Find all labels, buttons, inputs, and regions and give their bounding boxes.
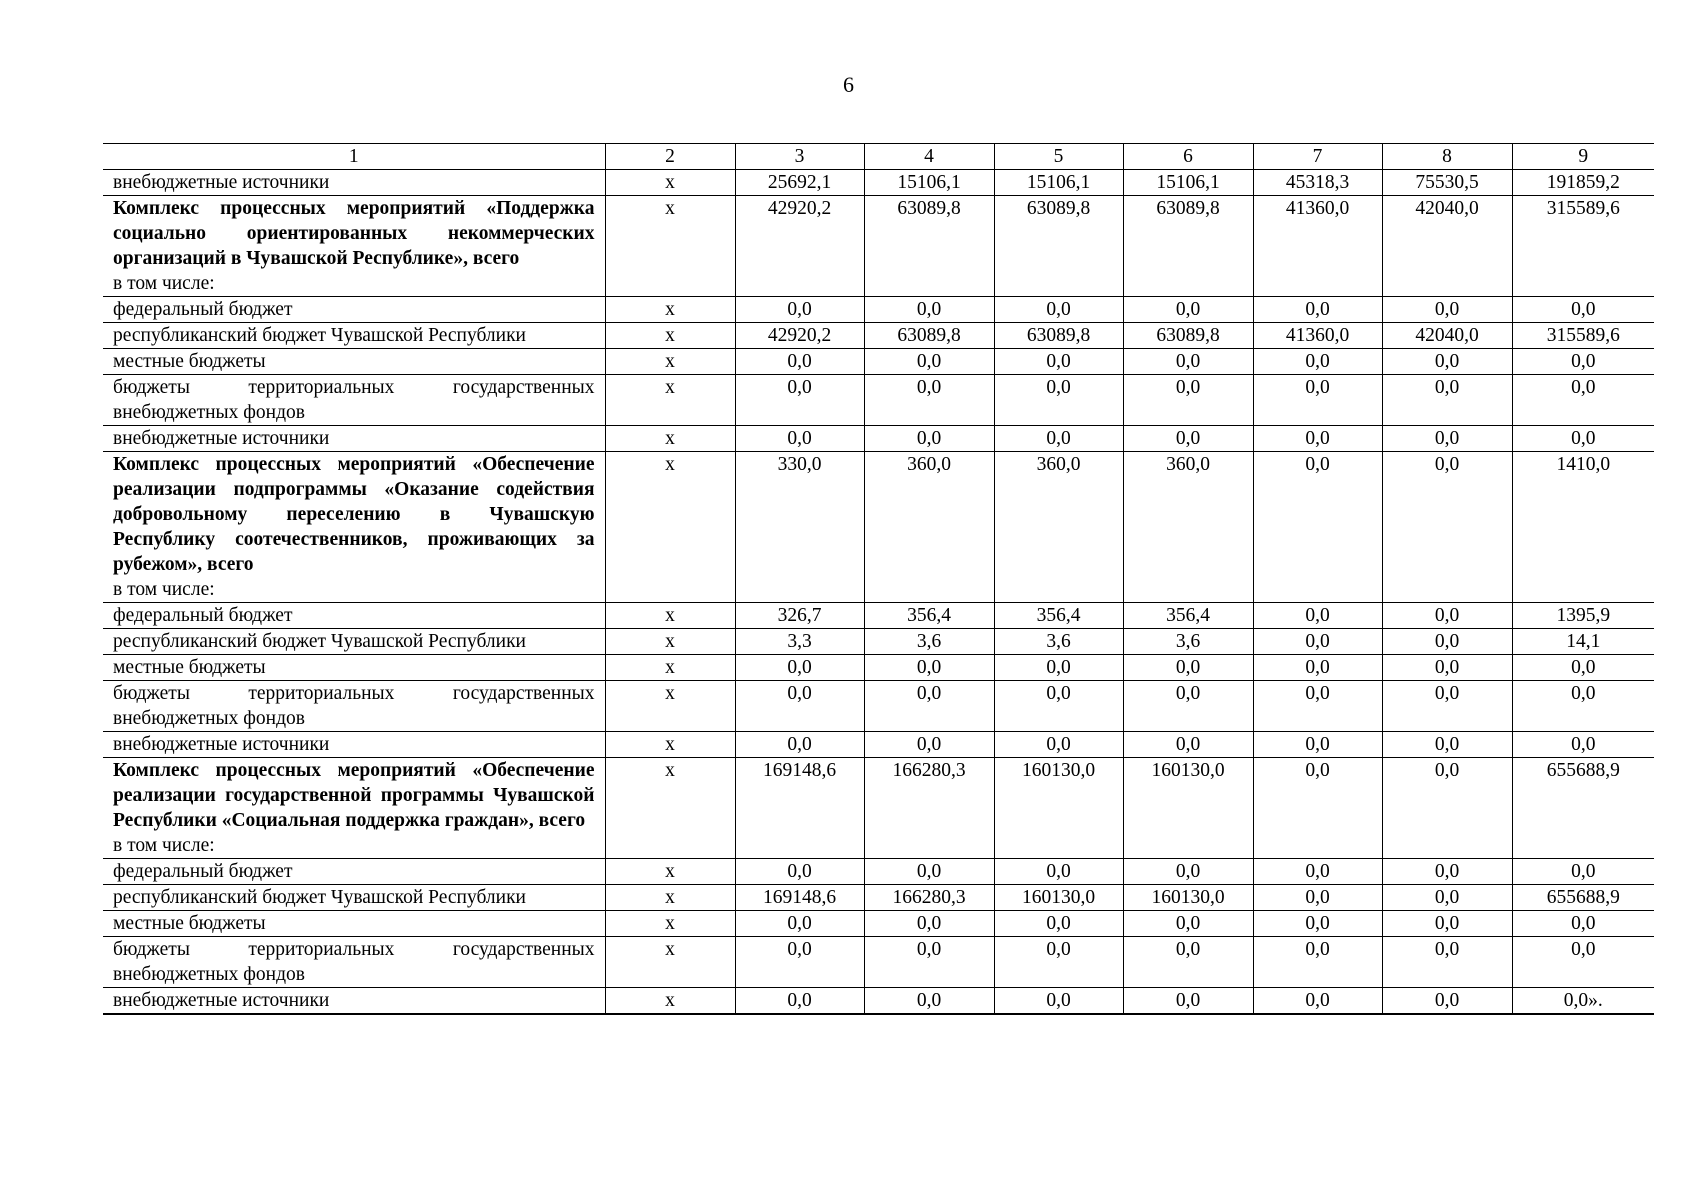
value-cell: 0,0 bbox=[1123, 297, 1253, 323]
code-cell: x bbox=[605, 885, 735, 911]
value-cell: 191859,2 bbox=[1512, 170, 1654, 196]
value-cell: 160130,0 bbox=[994, 758, 1123, 859]
budget-table-body bbox=[103, 144, 1654, 1015]
row-label-cell bbox=[103, 323, 605, 349]
value-cell: 0,0 bbox=[735, 937, 864, 988]
value-cell: 0,0 bbox=[735, 349, 864, 375]
value-cell: 0,0 bbox=[735, 297, 864, 323]
code-cell: x bbox=[605, 655, 735, 681]
table-row bbox=[103, 859, 1654, 885]
value-cell: 0,0 bbox=[864, 375, 994, 426]
value-cell: 0,0 bbox=[1123, 911, 1253, 937]
value-cell: 360,0 bbox=[1123, 452, 1253, 603]
value-cell: 0,0 bbox=[1382, 911, 1512, 937]
value-cell: 75530,5 bbox=[1382, 170, 1512, 196]
group-label-cell bbox=[103, 196, 605, 297]
value-cell: 1395,9 bbox=[1512, 603, 1654, 629]
table-header-row bbox=[103, 144, 1654, 170]
value-cell: 0,0 bbox=[1253, 885, 1382, 911]
value-cell: 42040,0 bbox=[1382, 196, 1512, 297]
group-title: Комплекс процессных мероприятий «Поддержка социально ориентированных некоммерческих организаций в Чувашской Республике», всего bbox=[113, 198, 595, 269]
table-group-row bbox=[103, 758, 1654, 859]
value-cell: 360,0 bbox=[864, 452, 994, 603]
value-cell: 0,0 bbox=[1253, 349, 1382, 375]
value-cell: 0,0 bbox=[994, 349, 1123, 375]
column-header: 8 bbox=[1382, 144, 1512, 170]
row-label: федеральный бюджет bbox=[113, 299, 293, 320]
value-cell: 0,0 bbox=[864, 297, 994, 323]
value-cell: 0,0 bbox=[1512, 426, 1654, 452]
value-cell: 3,3 bbox=[735, 629, 864, 655]
value-cell: 0,0 bbox=[994, 297, 1123, 323]
value-cell: 0,0 bbox=[864, 911, 994, 937]
value-cell: 0,0 bbox=[1512, 732, 1654, 758]
code-cell: x bbox=[605, 681, 735, 732]
value-cell: 0,0 bbox=[1382, 297, 1512, 323]
value-cell: 41360,0 bbox=[1253, 196, 1382, 297]
value-cell: 0,0 bbox=[735, 375, 864, 426]
value-cell: 356,4 bbox=[1123, 603, 1253, 629]
row-label-cell bbox=[103, 937, 605, 988]
value-cell: 0,0 bbox=[1512, 349, 1654, 375]
value-cell: 0,0 bbox=[1123, 859, 1253, 885]
value-cell: 315589,6 bbox=[1512, 323, 1654, 349]
value-cell: 160130,0 bbox=[1123, 758, 1253, 859]
code-cell: x bbox=[605, 426, 735, 452]
row-label: бюджеты территориальных государственных внебюджетных фондов bbox=[113, 939, 595, 985]
value-cell: 14,1 bbox=[1512, 629, 1654, 655]
row-label-cell bbox=[103, 911, 605, 937]
value-cell: 0,0 bbox=[1382, 603, 1512, 629]
row-label-cell bbox=[103, 988, 605, 1015]
value-cell: 360,0 bbox=[994, 452, 1123, 603]
value-cell: 41360,0 bbox=[1253, 323, 1382, 349]
value-cell: 0,0 bbox=[1382, 758, 1512, 859]
value-cell: 0,0 bbox=[735, 911, 864, 937]
value-cell: 0,0 bbox=[1253, 375, 1382, 426]
value-cell: 0,0 bbox=[1253, 681, 1382, 732]
value-cell: 0,0 bbox=[864, 655, 994, 681]
table-row bbox=[103, 937, 1654, 988]
table-row bbox=[103, 349, 1654, 375]
value-cell: 0,0 bbox=[1382, 375, 1512, 426]
value-cell: 0,0 bbox=[1253, 297, 1382, 323]
value-cell: 0,0 bbox=[1382, 629, 1512, 655]
value-cell: 63089,8 bbox=[864, 196, 994, 297]
row-label-cell bbox=[103, 655, 605, 681]
value-cell: 0,0 bbox=[864, 349, 994, 375]
value-cell: 3,6 bbox=[1123, 629, 1253, 655]
table-row bbox=[103, 375, 1654, 426]
value-cell: 63089,8 bbox=[994, 323, 1123, 349]
table-row bbox=[103, 603, 1654, 629]
row-label-cell bbox=[103, 859, 605, 885]
value-cell: 3,6 bbox=[864, 629, 994, 655]
value-cell: 0,0 bbox=[735, 859, 864, 885]
table-row bbox=[103, 629, 1654, 655]
code-cell: x bbox=[605, 170, 735, 196]
value-cell: 0,0 bbox=[994, 426, 1123, 452]
value-cell: 25692,1 bbox=[735, 170, 864, 196]
table-row bbox=[103, 170, 1654, 196]
value-cell: 0,0 bbox=[1382, 349, 1512, 375]
group-sublabel: в том числе: bbox=[113, 273, 215, 294]
budget-table bbox=[103, 143, 1654, 1015]
value-cell: 0,0 bbox=[864, 681, 994, 732]
table-row bbox=[103, 885, 1654, 911]
code-cell: x bbox=[605, 937, 735, 988]
value-cell: 42920,2 bbox=[735, 323, 864, 349]
value-cell: 0,0 bbox=[864, 859, 994, 885]
value-cell: 0,0 bbox=[1382, 937, 1512, 988]
row-label: республиканский бюджет Чувашской Республики bbox=[113, 887, 526, 908]
value-cell: 0,0 bbox=[1123, 375, 1253, 426]
table-row bbox=[103, 732, 1654, 758]
value-cell: 3,6 bbox=[994, 629, 1123, 655]
column-header: 7 bbox=[1253, 144, 1382, 170]
value-cell: 0,0». bbox=[1512, 988, 1654, 1015]
value-cell: 0,0 bbox=[994, 911, 1123, 937]
table-group-row bbox=[103, 196, 1654, 297]
column-header: 2 bbox=[605, 144, 735, 170]
value-cell: 0,0 bbox=[1253, 859, 1382, 885]
value-cell: 0,0 bbox=[994, 681, 1123, 732]
table-group-row bbox=[103, 452, 1654, 603]
column-header: 1 bbox=[103, 144, 605, 170]
row-label: внебюджетные источники bbox=[113, 172, 330, 193]
column-header: 4 bbox=[864, 144, 994, 170]
code-cell: x bbox=[605, 196, 735, 297]
value-cell: 0,0 bbox=[1382, 859, 1512, 885]
value-cell: 655688,9 bbox=[1512, 885, 1654, 911]
value-cell: 0,0 bbox=[1512, 375, 1654, 426]
value-cell: 0,0 bbox=[1382, 732, 1512, 758]
value-cell: 0,0 bbox=[735, 988, 864, 1015]
row-label-cell bbox=[103, 426, 605, 452]
code-cell: x bbox=[605, 375, 735, 426]
row-label: республиканский бюджет Чувашской Республики bbox=[113, 325, 526, 346]
value-cell: 42920,2 bbox=[735, 196, 864, 297]
value-cell: 356,4 bbox=[994, 603, 1123, 629]
value-cell: 0,0 bbox=[1512, 655, 1654, 681]
value-cell: 326,7 bbox=[735, 603, 864, 629]
value-cell: 0,0 bbox=[864, 988, 994, 1015]
value-cell: 169148,6 bbox=[735, 758, 864, 859]
value-cell: 0,0 bbox=[1382, 426, 1512, 452]
column-header: 9 bbox=[1512, 144, 1654, 170]
value-cell: 0,0 bbox=[1382, 988, 1512, 1015]
value-cell: 15106,1 bbox=[994, 170, 1123, 196]
code-cell: x bbox=[605, 629, 735, 655]
value-cell: 315589,6 bbox=[1512, 196, 1654, 297]
row-label: местные бюджеты bbox=[113, 657, 266, 678]
value-cell: 63089,8 bbox=[994, 196, 1123, 297]
row-label-cell bbox=[103, 885, 605, 911]
table-row bbox=[103, 655, 1654, 681]
value-cell: 15106,1 bbox=[1123, 170, 1253, 196]
value-cell: 160130,0 bbox=[994, 885, 1123, 911]
group-sublabel: в том числе: bbox=[113, 835, 215, 856]
value-cell: 0,0 bbox=[994, 988, 1123, 1015]
value-cell: 356,4 bbox=[864, 603, 994, 629]
value-cell: 0,0 bbox=[1253, 911, 1382, 937]
value-cell: 0,0 bbox=[1253, 629, 1382, 655]
value-cell: 0,0 bbox=[735, 426, 864, 452]
value-cell: 0,0 bbox=[994, 375, 1123, 426]
table-row bbox=[103, 988, 1654, 1015]
row-label-cell bbox=[103, 629, 605, 655]
value-cell: 0,0 bbox=[1123, 426, 1253, 452]
table-row bbox=[103, 681, 1654, 732]
value-cell: 0,0 bbox=[864, 732, 994, 758]
code-cell: x bbox=[605, 732, 735, 758]
code-cell: x bbox=[605, 911, 735, 937]
value-cell: 0,0 bbox=[1382, 452, 1512, 603]
column-header: 5 bbox=[994, 144, 1123, 170]
value-cell: 0,0 bbox=[864, 937, 994, 988]
group-label-cell bbox=[103, 452, 605, 603]
row-label-cell bbox=[103, 603, 605, 629]
row-label-cell bbox=[103, 170, 605, 196]
value-cell: 0,0 bbox=[1512, 937, 1654, 988]
value-cell: 0,0 bbox=[994, 655, 1123, 681]
value-cell: 0,0 bbox=[1123, 732, 1253, 758]
value-cell: 1410,0 bbox=[1512, 452, 1654, 603]
value-cell: 0,0 bbox=[1512, 911, 1654, 937]
value-cell: 0,0 bbox=[1382, 655, 1512, 681]
row-label-cell bbox=[103, 349, 605, 375]
code-cell: x bbox=[605, 603, 735, 629]
code-cell: x bbox=[605, 452, 735, 603]
table-row bbox=[103, 426, 1654, 452]
column-header: 3 bbox=[735, 144, 864, 170]
value-cell: 15106,1 bbox=[864, 170, 994, 196]
value-cell: 42040,0 bbox=[1382, 323, 1512, 349]
table-row bbox=[103, 323, 1654, 349]
value-cell: 330,0 bbox=[735, 452, 864, 603]
value-cell: 0,0 bbox=[1382, 885, 1512, 911]
value-cell: 0,0 bbox=[994, 732, 1123, 758]
row-label-cell bbox=[103, 297, 605, 323]
value-cell: 0,0 bbox=[1512, 681, 1654, 732]
value-cell: 0,0 bbox=[1123, 937, 1253, 988]
row-label: местные бюджеты bbox=[113, 913, 266, 934]
value-cell: 0,0 bbox=[1253, 452, 1382, 603]
row-label-cell bbox=[103, 375, 605, 426]
value-cell: 169148,6 bbox=[735, 885, 864, 911]
value-cell: 63089,8 bbox=[864, 323, 994, 349]
value-cell: 0,0 bbox=[1512, 859, 1654, 885]
value-cell: 0,0 bbox=[735, 655, 864, 681]
code-cell: x bbox=[605, 988, 735, 1015]
row-label: бюджеты территориальных государственных внебюджетных фондов bbox=[113, 377, 595, 423]
value-cell: 166280,3 bbox=[864, 758, 994, 859]
code-cell: x bbox=[605, 859, 735, 885]
page-number: 6 bbox=[843, 72, 854, 97]
value-cell: 0,0 bbox=[1123, 988, 1253, 1015]
code-cell: x bbox=[605, 349, 735, 375]
row-label: федеральный бюджет bbox=[113, 861, 293, 882]
row-label: внебюджетные источники bbox=[113, 734, 330, 755]
value-cell: 0,0 bbox=[735, 732, 864, 758]
column-header: 6 bbox=[1123, 144, 1253, 170]
value-cell: 0,0 bbox=[994, 859, 1123, 885]
group-label-cell bbox=[103, 758, 605, 859]
row-label: внебюджетные источники bbox=[113, 428, 330, 449]
value-cell: 0,0 bbox=[1253, 732, 1382, 758]
value-cell: 63089,8 bbox=[1123, 196, 1253, 297]
value-cell: 0,0 bbox=[1253, 937, 1382, 988]
row-label: внебюджетные источники bbox=[113, 990, 330, 1011]
value-cell: 0,0 bbox=[1253, 758, 1382, 859]
value-cell: 0,0 bbox=[735, 681, 864, 732]
value-cell: 63089,8 bbox=[1123, 323, 1253, 349]
value-cell: 655688,9 bbox=[1512, 758, 1654, 859]
code-cell: x bbox=[605, 297, 735, 323]
value-cell: 0,0 bbox=[1253, 655, 1382, 681]
value-cell: 45318,3 bbox=[1253, 170, 1382, 196]
row-label-cell bbox=[103, 732, 605, 758]
value-cell: 0,0 bbox=[1253, 426, 1382, 452]
group-title: Комплекс процессных мероприятий «Обеспечение реализации государственной программы Чувашской Республики «Социальная поддержка граждан», всего bbox=[113, 760, 595, 831]
row-label: республиканский бюджет Чувашской Республики bbox=[113, 631, 526, 652]
value-cell: 0,0 bbox=[864, 426, 994, 452]
row-label: местные бюджеты bbox=[113, 351, 266, 372]
group-title: Комплекс процессных мероприятий «Обеспечение реализации подпрограммы «Оказание содействия добровольному переселению в Чувашскую Республику соотечественников, проживающих за рубежом», всего bbox=[113, 454, 595, 575]
row-label: федеральный бюджет bbox=[113, 605, 293, 626]
value-cell: 0,0 bbox=[1253, 603, 1382, 629]
value-cell: 0,0 bbox=[994, 937, 1123, 988]
value-cell: 0,0 bbox=[1512, 297, 1654, 323]
table-row bbox=[103, 297, 1654, 323]
value-cell: 0,0 bbox=[1382, 681, 1512, 732]
value-cell: 166280,3 bbox=[864, 885, 994, 911]
code-cell: x bbox=[605, 758, 735, 859]
table-row bbox=[103, 911, 1654, 937]
value-cell: 0,0 bbox=[1123, 655, 1253, 681]
value-cell: 160130,0 bbox=[1123, 885, 1253, 911]
row-label-cell bbox=[103, 681, 605, 732]
group-sublabel: в том числе: bbox=[113, 579, 215, 600]
value-cell: 0,0 bbox=[1123, 349, 1253, 375]
row-label: бюджеты территориальных государственных внебюджетных фондов bbox=[113, 683, 595, 729]
value-cell: 0,0 bbox=[1123, 681, 1253, 732]
code-cell: x bbox=[605, 323, 735, 349]
value-cell: 0,0 bbox=[1253, 988, 1382, 1015]
